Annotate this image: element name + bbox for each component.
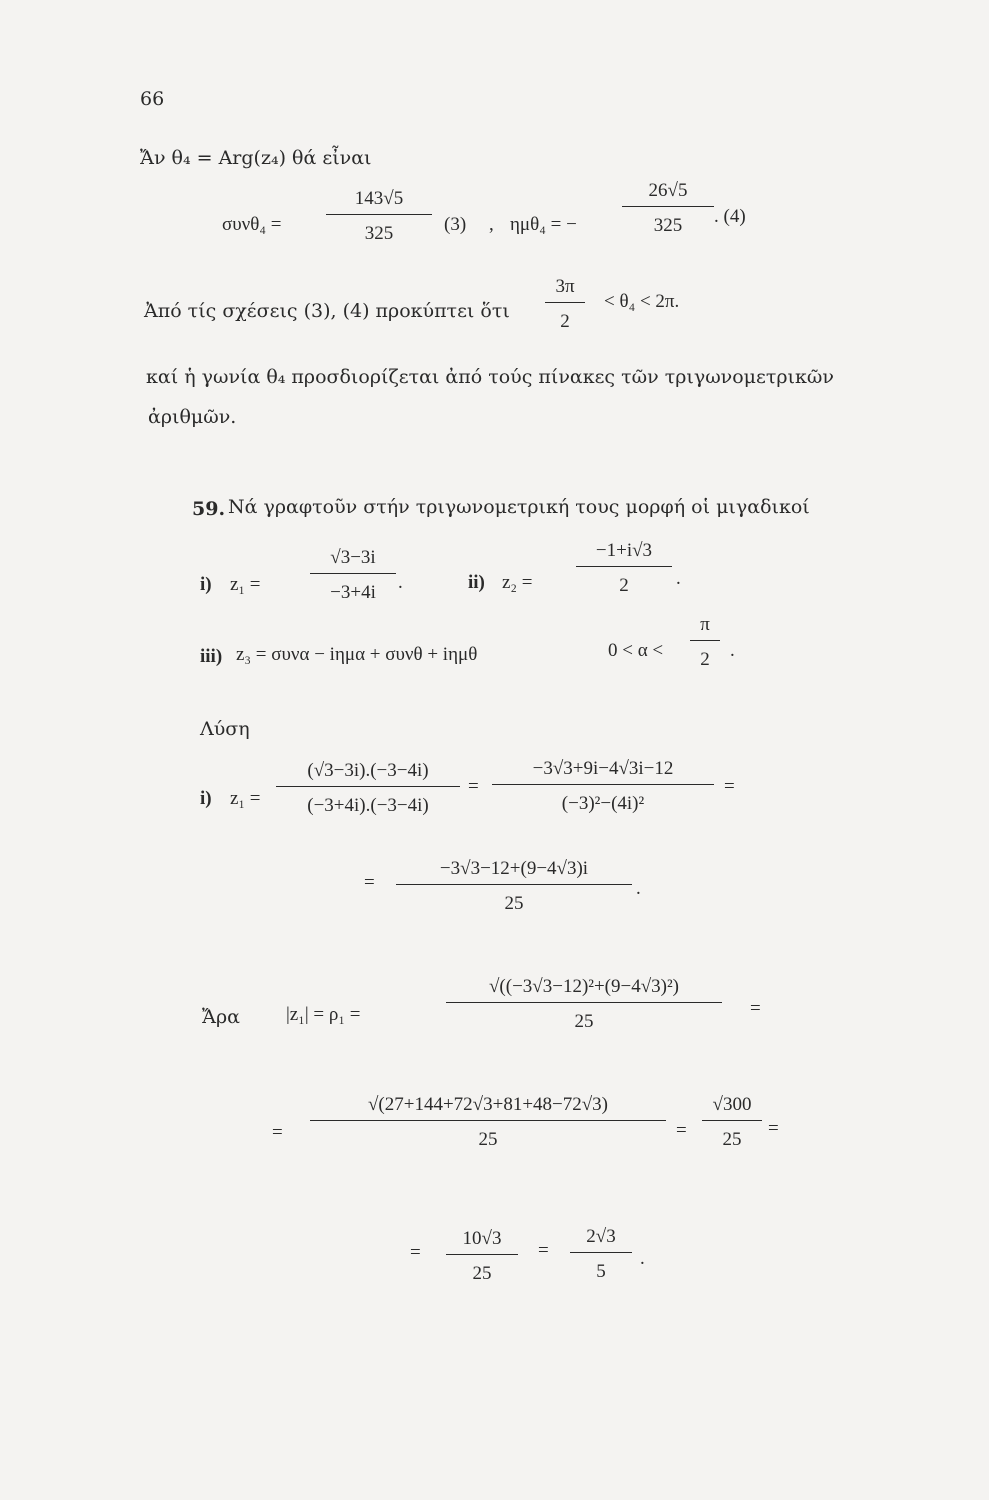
equals-sign: =	[724, 776, 735, 797]
final-fraction-1-denominator: 25	[472, 1263, 492, 1284]
cos-label: συνθ₄ =	[222, 214, 282, 235]
equals-sign: =	[750, 998, 761, 1019]
sin-tail: . (4)	[714, 206, 746, 227]
equals-sign: =	[676, 1120, 687, 1141]
item-iii-expression: z₃ = συνα − iημα + συνθ + iημθ	[236, 644, 478, 665]
solution-frac-2-numerator: −3√3+9i−4√3i−12	[532, 758, 674, 779]
sin-numerator: 26√5	[648, 180, 688, 201]
from-relations-text: Ἀπό τίς σχέσεις (3), (4) προκύπτει ὅτι	[144, 300, 510, 322]
sin-fraction	[622, 180, 714, 237]
equals-sign: =	[364, 872, 375, 893]
item-iii-dot: .	[730, 640, 735, 661]
ineq-tail: < θ₄ < 2π.	[604, 291, 680, 312]
page-number: 66	[140, 88, 165, 110]
sin-label: ημθ₄ = −	[510, 214, 577, 235]
paragraph-line-2: ἀριθμῶν.	[148, 406, 237, 428]
item-i-denominator: −3+4i	[330, 582, 376, 603]
comma: ,	[489, 214, 494, 235]
radical-fraction	[310, 1094, 666, 1151]
item-i-dot: .	[398, 572, 403, 593]
item-i-numerator: √3−3i	[330, 547, 376, 568]
modulus-numerator: √((−3√3−12)²+(9−4√3)²)	[489, 976, 679, 997]
cos-fraction	[326, 188, 432, 245]
item-ii-label: ii)	[468, 572, 485, 593]
final-fraction-1-numerator: 10√3	[462, 1228, 502, 1249]
equals-sign: =	[538, 1240, 549, 1261]
ineq-denominator: 2	[560, 311, 570, 332]
equals-sign: =	[468, 776, 479, 797]
solution-i-label: i)	[200, 788, 212, 809]
ineq-fraction	[545, 276, 585, 333]
modulus-denominator: 25	[574, 1011, 594, 1032]
item-iii-label: iii)	[200, 646, 223, 667]
item-ii-numerator: −1+i√3	[595, 540, 653, 561]
solution-frac-3	[396, 858, 632, 915]
final-fraction-2-denominator: 5	[596, 1261, 606, 1282]
solution-frac-1	[276, 760, 460, 817]
ref-3: (3)	[444, 214, 467, 235]
final-dot: .	[640, 1248, 645, 1269]
solution-frac-1-numerator: (√3−3i).(−3−4i)	[307, 760, 429, 781]
sqrt300-fraction	[702, 1094, 762, 1151]
modulus-lhs: |z₁| = ρ₁ =	[286, 1004, 361, 1025]
solution-frac-1-denominator: (−3+4i).(−3−4i)	[307, 795, 429, 816]
solution-frac-3-numerator: −3√3−12+(9−4√3)i	[439, 858, 589, 879]
ineq-numerator: 3π	[555, 276, 575, 297]
final-fraction-2-numerator: 2√3	[586, 1226, 616, 1247]
equals-sign: =	[272, 1122, 283, 1143]
ara-word: Ἄρα	[202, 1006, 240, 1028]
solution-frac-3-denominator: 25	[504, 893, 524, 914]
problem-number: 59.	[192, 498, 226, 520]
item-iii-fraction	[690, 614, 720, 671]
cos-numerator: 143√5	[354, 188, 404, 209]
item-ii-denominator: 2	[619, 575, 629, 596]
solution-dot: .	[636, 878, 641, 899]
equals-sign: =	[768, 1118, 779, 1139]
radical-numerator: √(27+144+72√3+81+48−72√3)	[367, 1094, 608, 1115]
solution-frac-2	[492, 758, 714, 815]
final-fraction-2	[570, 1226, 632, 1283]
item-ii-fraction	[576, 540, 672, 597]
item-ii-dot: .	[676, 568, 681, 589]
sin-denominator: 325	[653, 215, 683, 236]
sqrt300-numerator: √300	[712, 1094, 752, 1115]
solution-frac-2-denominator: (−3)²−(4i)²	[561, 793, 645, 814]
solution-i-lhs: z₁ =	[230, 788, 261, 809]
intro-line: Ἄν θ₄ = Arg(z₄) θά εἶναι	[140, 147, 372, 169]
item-i-fraction	[310, 547, 396, 604]
problem-statement: Νά γραφτοῦν στήν τριγωνομετρική τους μορφή οἱ μιγαδικοί	[228, 496, 810, 518]
item-ii-lhs: z₂ =	[502, 572, 533, 593]
item-i-label: i)	[200, 574, 212, 595]
modulus-fraction	[446, 976, 722, 1033]
cos-denominator: 325	[364, 223, 394, 244]
radical-denominator: 25	[478, 1129, 498, 1150]
equals-sign: =	[410, 1242, 421, 1263]
item-iii-numerator: π	[700, 614, 710, 635]
item-iii-condition: 0 < α <	[608, 640, 664, 661]
solution-heading: Λύση	[200, 718, 250, 740]
paragraph-line-1: καί ἡ γωνία θ₄ προσδιορίζεται ἀπό τούς πίνακες τῶν τριγωνομετρικῶν	[146, 366, 834, 388]
final-fraction-1	[446, 1228, 518, 1285]
item-i-lhs: z₁ =	[230, 574, 261, 595]
item-iii-denominator: 2	[700, 649, 710, 670]
sqrt300-denominator: 25	[722, 1129, 742, 1150]
